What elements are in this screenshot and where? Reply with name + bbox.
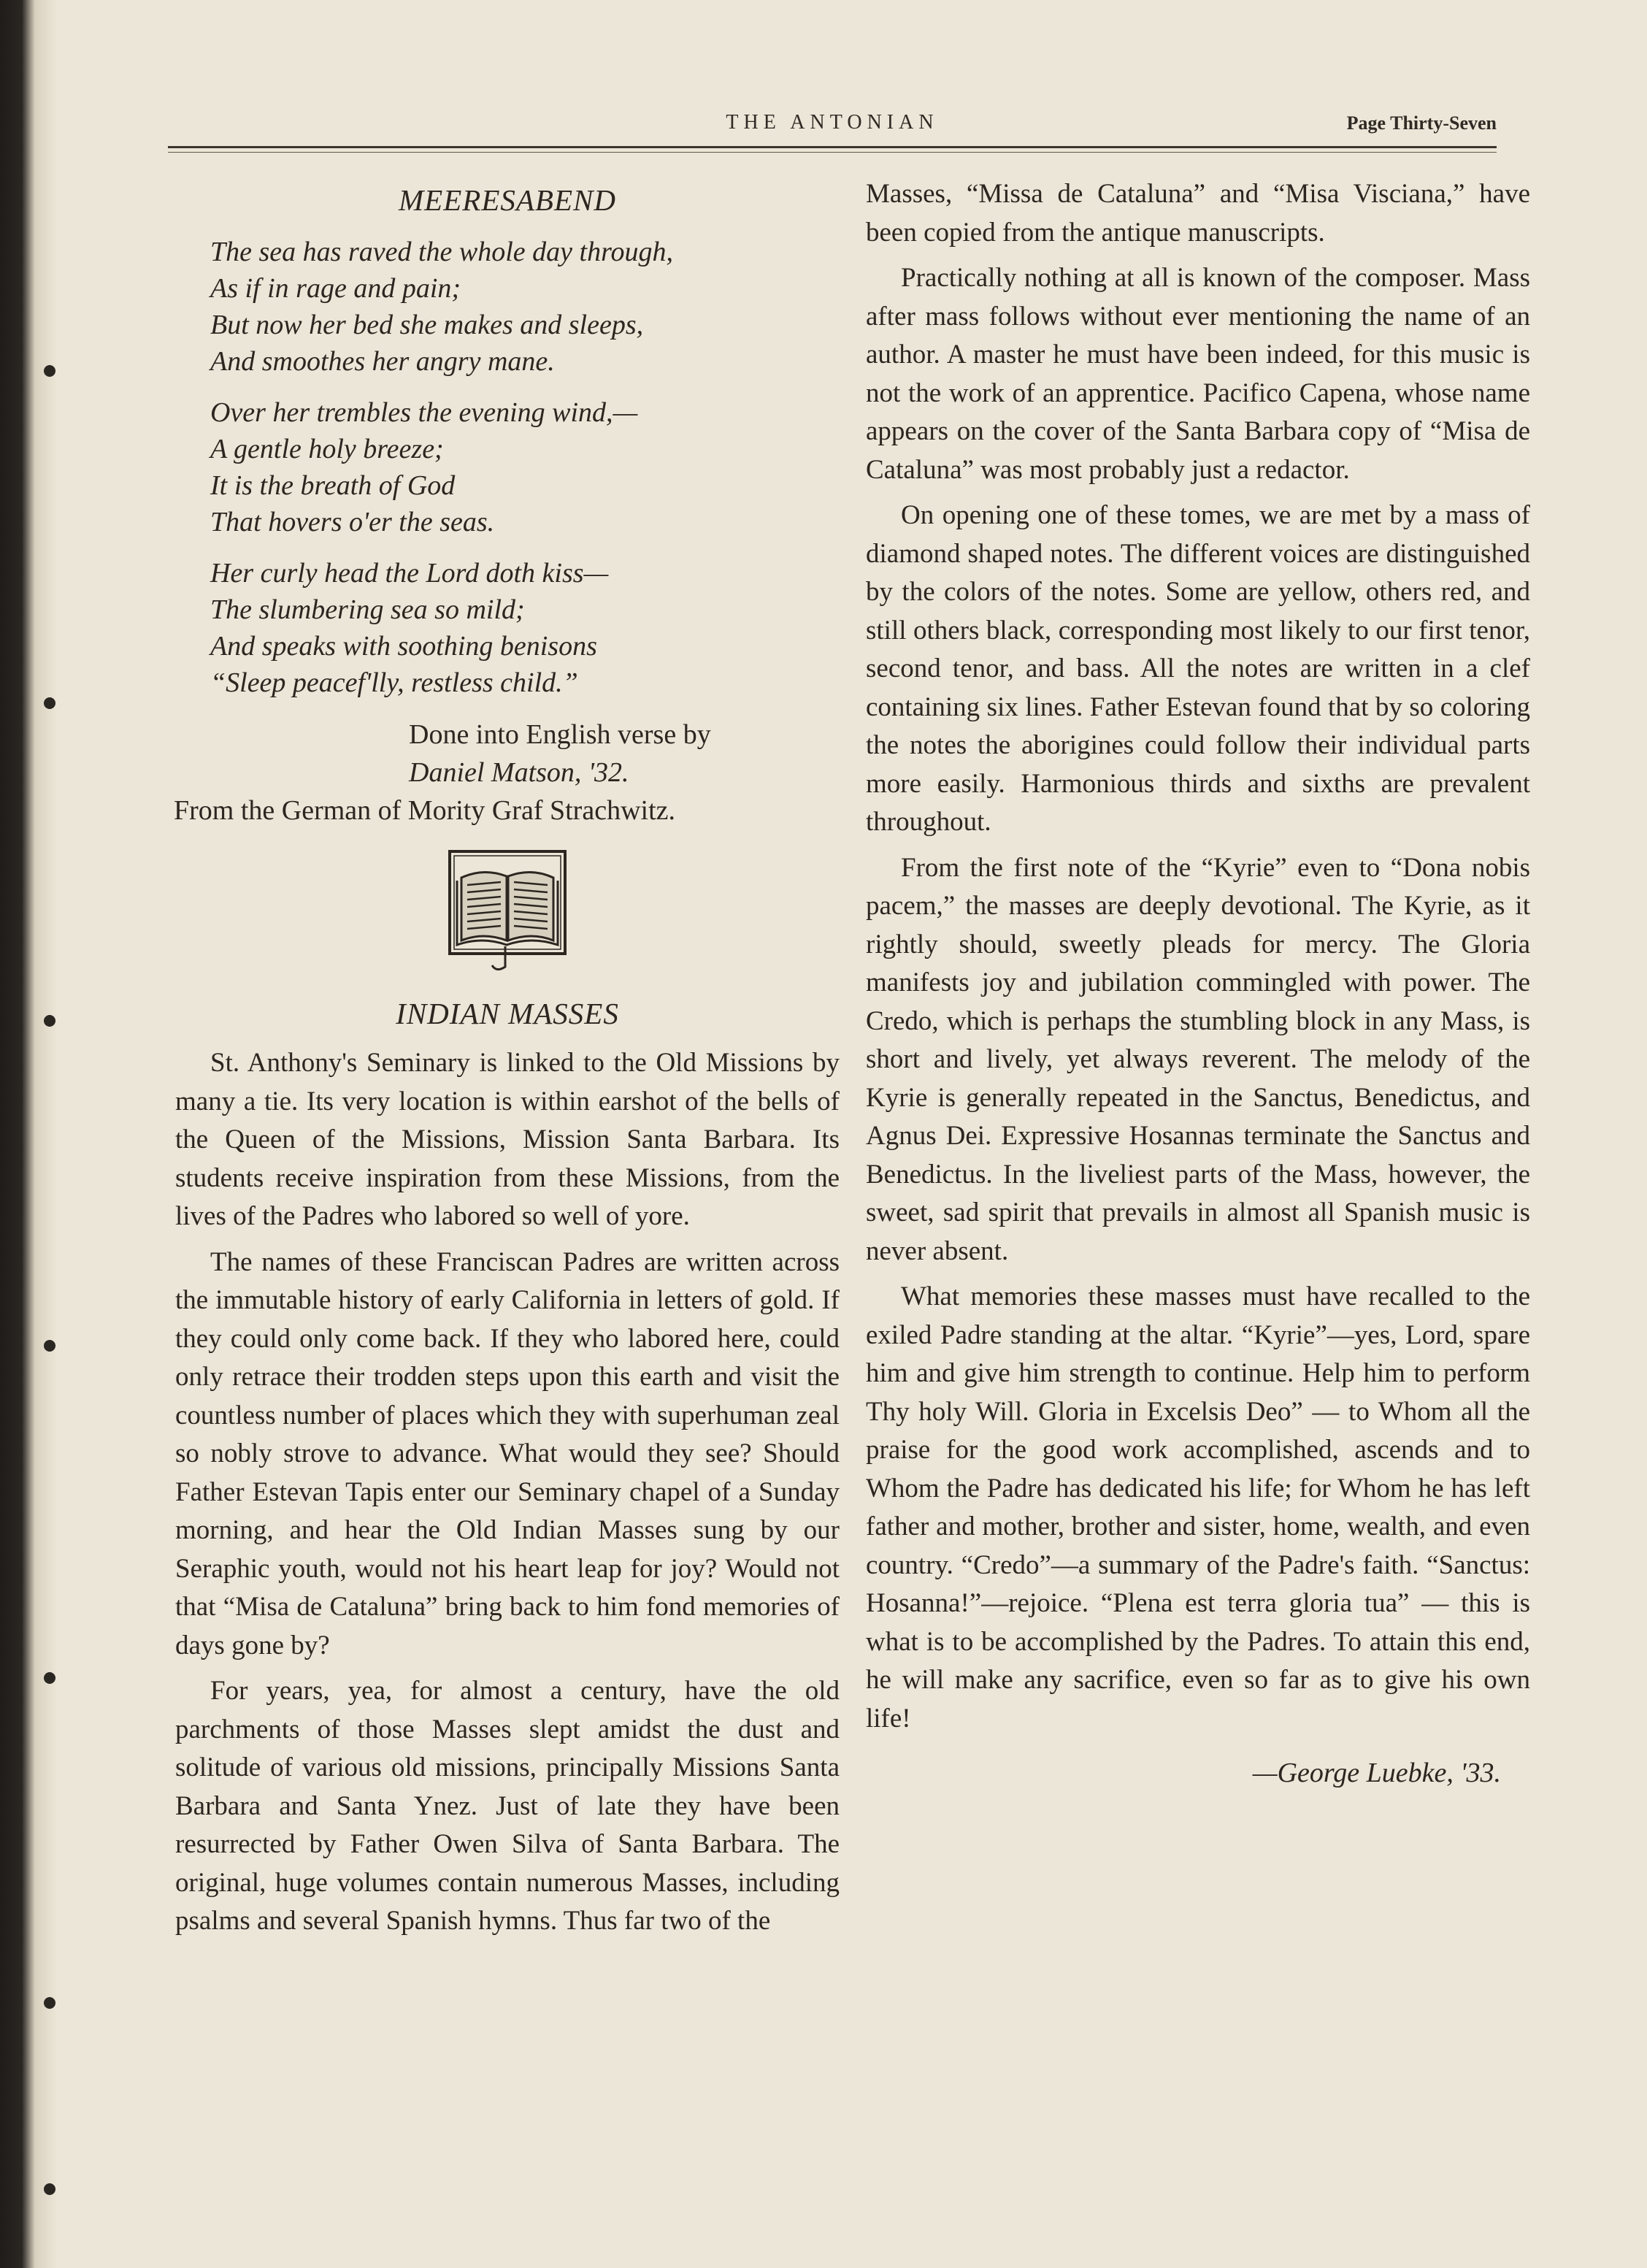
poem-stanza-1 [210,234,840,380]
article-paragraph: The names of these Franciscan Padres are written across the immutable history of early California in letters of gold. If they could only come back. If they who labored here, could only retrace their trodden steps upon this earth and visit the countless number of places which they with superhuman zeal so nobly strove to advance. What would they see? Should Father Estevan Tapis enter our Seminary chapel of a Sunday morning, and hear the Old Indian Masses sung by our Seraphic youth, would not his heart leap for joy? Would not that “Misa de Cataluna” bring back to him fond memories of days gone by? [175,1246,840,1660]
punch-hole [44,365,55,377]
header-rule-thin [168,152,1497,153]
punch-hole [44,1015,55,1027]
article-title: INDIAN MASSES [396,997,619,1030]
page-binding-edge [0,0,57,2268]
article-paragraph: St. Anthony's Seminary is linked to the Old Missions by many a tie. Its very location is within earshot of the bells of the Queen of the Missions, Mission Santa Barbara. Its students receive inspiration from these Missions, from the lives of the Padres who labored so well of yore. [175,1048,840,1231]
poem-line: A gentle holy breeze; [210,434,444,464]
article-paragraph: For years, yea, for almost a century, have the old parchments of those Masses slept amidst the dust and solitude of various old missions, principally Missions Santa Barbara and Santa Ynez. Just of late they have been resurrected by Father Owen Silva of Santa Barbara. The original, huge volumes contain numerous Masses, including psalms and several Spanish hymns. Thus far two of the [175,1676,840,1936]
poem-line: The sea has raved the whole day through, [210,237,673,267]
poem-line: “Sleep peacef'lly, restless child.” [210,667,578,698]
poem-line: But now her bed she makes and sleeps, [210,310,644,340]
page-number: Page Thirty-Seven [1346,112,1497,134]
article-paragraph: On opening one of these tomes, we are met by a mass of diamond shaped notes. The different voices are distinguished by the colors of the notes. Some are yellow, others red, and still others black, corresponding most likely to our first tenor, second tenor, and bass. All the notes are written in a clef containing six lines. Father Estevan found that by so coloring the notes the aborigines could follow their individual parts more easily. Harmonious thirds and sixths are prevalent throughout. [866,500,1530,837]
poem-line: That hovers o'er the seas. [210,507,495,537]
author-signature: —George Luebke, '33. [1252,1758,1501,1788]
article-paragraph: Practically nothing at all is known of the composer. Mass after mass follows without ever mentioning the name of an author. A master he must have been indeed, for this music is not the work of an apprentice. Pacifico Capena, whose name appears on the cover of the Santa Barbara copy of “Misa de Cataluna” was most probably just a redactor. [866,263,1530,485]
poem-line: Over her trembles the evening wind,— [210,397,638,428]
poem-line: And smoothes her angry mane. [210,346,555,377]
punch-hole [44,1672,55,1684]
poem-stanza-2 [210,394,840,540]
poem-stanza-3 [210,555,840,701]
poem-line: And speaks with soothing benisons [210,631,597,662]
punch-hole [44,1997,55,2009]
poem-source: From the German of Mority Graf Strachwitz. [174,795,675,826]
punch-hole [44,1340,55,1352]
poem-title: MEERESABEND [399,183,616,217]
left-column [175,175,840,1948]
article-paragraph: Masses, “Missa de Cataluna” and “Misa Visciana,” have been copied from the antique manuscripts. [866,179,1530,248]
right-column [866,175,1530,1789]
header-rule [168,146,1497,148]
poem-line: As if in rage and pain; [210,273,461,304]
open-book-icon [445,847,569,977]
publication-title: THE ANTONIAN [726,111,939,134]
poem-line: Her curly head the Lord doth kiss— [210,558,609,589]
running-header [168,111,1497,155]
punch-hole [44,2183,55,2195]
poem-line: The slumbering sea so mild; [210,594,525,625]
translator-name: Daniel Matson, '32. [409,757,629,788]
article-paragraph: What memories these masses must have recalled to the exiled Padre standing at the altar. “Kyrie”—yes, Lord, spare him and give him strength to continue. Help him to perform Thy holy Will. Gloria in Excelsis Deo” — to Whom all the praise for the good work accomplished, ascends and to Whom the Padre has dedicated his life; for Whom he has left father and mother, brother and sister, home, wealth, and even country. “Credo”—a summary of the Padre's faith. “Sanctus: Hosanna!”—rejoice. “Plena est terra gloria tua” — this is what is to be accomplished by the Padres. To attain this end, he will make any sacrifice, even so far as to give his own life! [866,1282,1530,1733]
punch-hole [44,697,55,709]
poem-line: It is the breath of God [210,470,456,501]
article-paragraph: From the first note of the “Kyrie” even to “Dona nobis pacem,” the masses are deeply devotional. The Kyrie, as it rightly should, sweetly pleads for mercy. The Gloria manifests joy and jubilation commingled with power. The Credo, which is perhaps the stumbling block in any Mass, is short and lively, yet always reverent. The melody of the Kyrie is generally repeated in the Sanctus, Benedictus, and Agnus Dei. Expressive Hosannas terminate the Sanctus and Benedictus. In the liveliest parts of the Mass, however, the sweet, sad spirit that prevails in almost all Spanish music is never absent. [866,852,1530,1266]
translator-credit: Done into English verse by [409,719,711,750]
